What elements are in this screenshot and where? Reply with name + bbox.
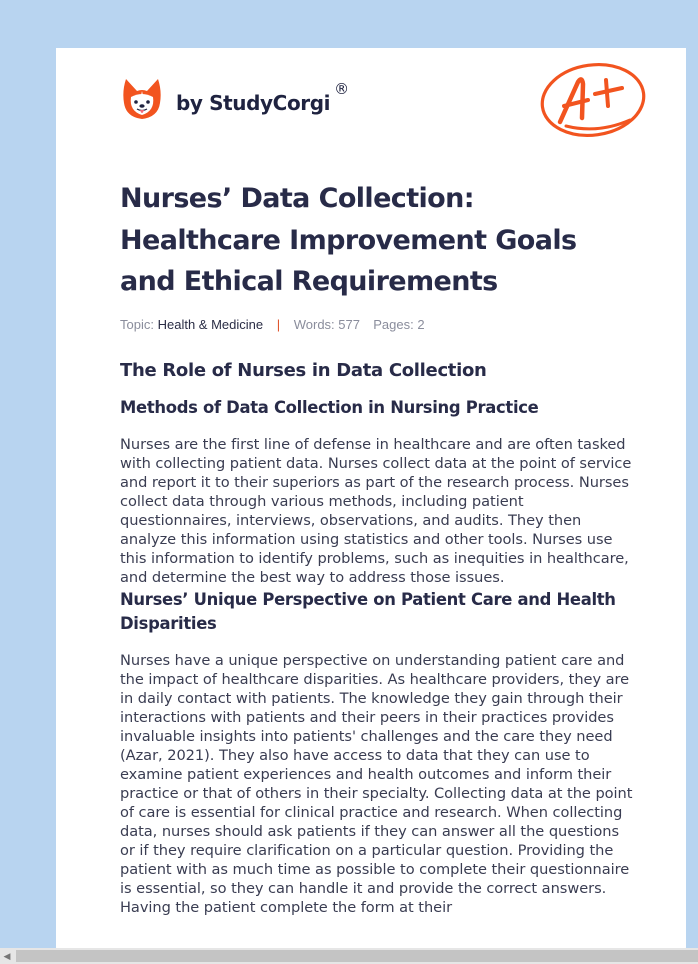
article-meta [120,315,636,335]
a-plus-icon [538,60,648,140]
pages-label: Pages: [373,316,414,332]
registered-mark: ® [334,80,350,98]
document-page [56,48,686,953]
paragraph: Nurses are the first line of defense in healthcare and are often tasked with collecting patient data. Nurses collect data at the point of service and report it to their superiors as part of the research process. Nurses collect data through various methods, including patient questionnaires, interviews, observations, and audits. They then analyze this information using statistics and other tools. Nurses use this information to identify problems, such as inequities in healthcare, and determine the best way to address those issues. [120,435,632,586]
studycorgi-logo[interactable] [122,76,349,122]
article-content [120,178,636,917]
logo-text: by StudyCorgi [176,91,331,115]
article-title: Nurses’ Data Collection: Healthcare Improvement Goals and Ethical Requirements [120,183,577,297]
words-label: Words: [293,316,335,332]
section-heading: The Role of Nurses in Data Collection [120,359,487,381]
meta-separator: | [276,316,281,332]
a-plus-grade-badge [538,60,648,145]
scroll-left-arrow-icon[interactable]: ◀ [3,951,11,961]
topic-link[interactable]: Health & Medicine [157,316,264,332]
topic-label: Topic: [120,316,154,332]
subsection-heading: Methods of Data Collection in Nursing Practice [120,397,539,417]
corgi-icon [122,77,162,121]
pages-count: 2 [417,316,425,332]
paragraph: Nurses have a unique perspective on understanding patient care and the impact of healthcare disparities. As healthcare providers, they are in daily contact with patients. The knowledge they gain through their interactions with patients and their peers in their practices provides invaluable insights into patients' challenges and the care they need (Azar, 2021). They also have access to data that they can use to examine patient experiences and health outcomes and inform their practice or that of others in their specialty. Collecting data at the point of care is essential for clinical practice and research. When collecting data, nurses should ask patients if they can answer all the questions or if they require clarification on a particular question. Providing the patient with as much time as possible to complete their questionnaire is essential, so they can handle it and provide the correct answers. Having the patient complete the form at their [120,651,633,916]
subsection-heading: Nurses’ Unique Perspective on Patient Care and Health Disparities [120,589,616,633]
words-count: 577 [338,316,360,332]
scrollbar-thumb[interactable] [16,950,698,962]
horizontal-scrollbar[interactable] [0,948,698,964]
